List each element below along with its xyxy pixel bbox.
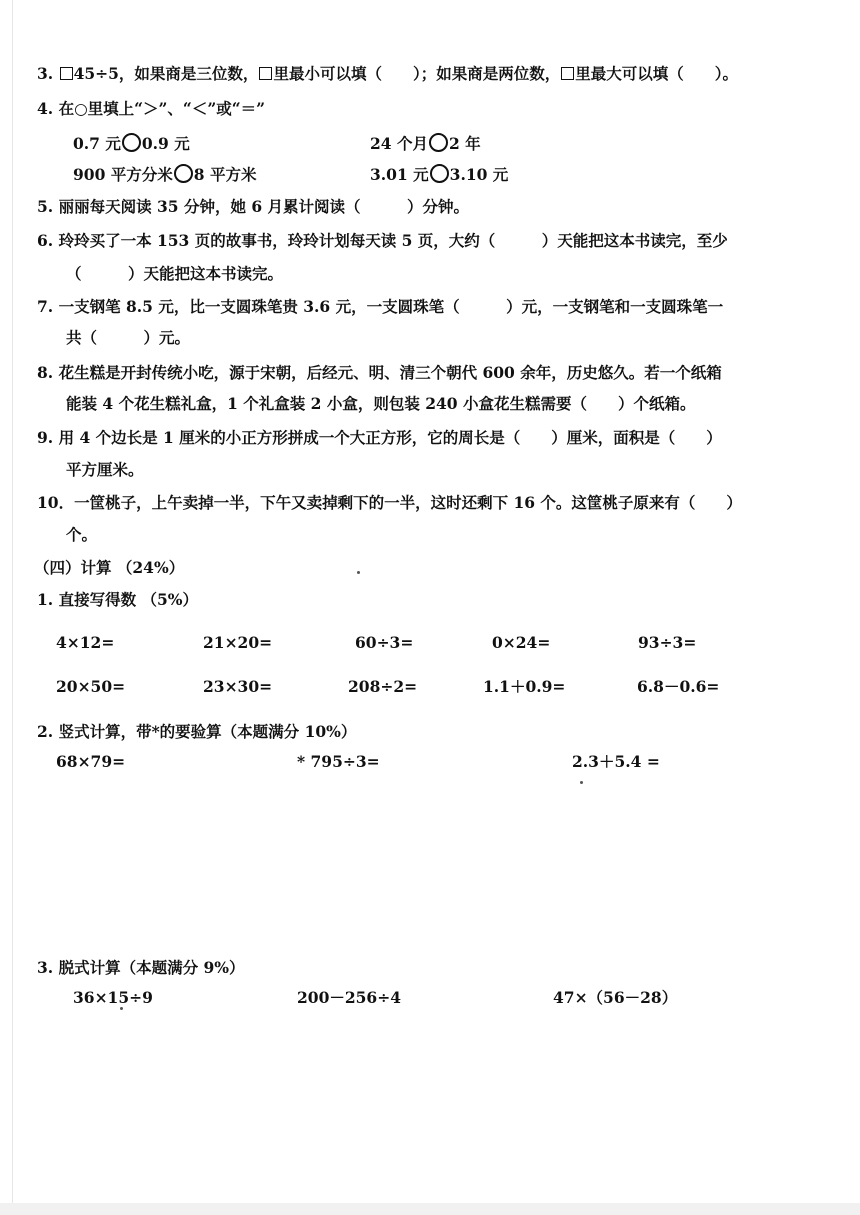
compare-left: 24 个月 bbox=[370, 134, 428, 153]
question-3-number: 3. bbox=[37, 64, 54, 83]
question-8-line1: 8. 花生糕是开封传统小吃，源于宋朝，后经元、明、清三个朝代 600 余年，历史悠久。若一个纸箱 bbox=[37, 363, 722, 382]
question-9-line2: 平方厘米。 bbox=[66, 460, 144, 479]
mental-math-item: 21×20= bbox=[203, 633, 273, 652]
compare-left: 3.01 元 bbox=[370, 165, 429, 184]
question-9-line1: 9. 用 4 个边长是 1 厘米的小正方形拼成一个大正方形，它的周长是（ ）厘米，面积是（ ） bbox=[37, 428, 722, 447]
page-edge bbox=[12, 0, 13, 1215]
mental-math-item: 60÷3= bbox=[355, 633, 414, 652]
compare-circle-icon bbox=[429, 133, 448, 152]
mental-math-item: 0×24= bbox=[492, 633, 551, 652]
question-3-part3: 里最大可以填（ ）。 bbox=[575, 64, 738, 83]
stepwise-calc-item: 36×15÷9 bbox=[73, 988, 153, 1007]
compare-right: 8 平方米 bbox=[193, 165, 257, 184]
compare-item-1 bbox=[73, 133, 190, 154]
scan-speck bbox=[120, 1007, 123, 1010]
vertical-calc-item: 68×79= bbox=[56, 752, 126, 771]
question-5: 5. 丽丽每天阅读 35 分钟，她 6 月累计阅读（ ）分钟。 bbox=[37, 197, 470, 216]
scan-speck bbox=[580, 781, 583, 784]
blank-box-icon bbox=[259, 67, 272, 80]
mental-math-item: 20×50= bbox=[56, 677, 126, 696]
scan-speck bbox=[357, 571, 360, 574]
compare-right: 3.10 元 bbox=[449, 165, 509, 184]
question-8-line2: 能装 4 个花生糕礼盒，1 个礼盒装 2 小盒，则包装 240 小盒花生糕需要（ ）个纸箱。 bbox=[66, 394, 696, 413]
compare-circle-icon bbox=[174, 164, 193, 183]
mental-math-item: 23×30= bbox=[203, 677, 273, 696]
compare-left: 900 平方分米 bbox=[73, 165, 173, 184]
question-7-line2: 共（ ）元。 bbox=[66, 328, 191, 347]
stepwise-calc-item: 200－256÷4 bbox=[297, 988, 401, 1007]
blank-box-icon bbox=[561, 67, 574, 80]
compare-circle-icon bbox=[122, 133, 141, 152]
question-4-title: 4. 在○里填上“＞”、“＜”或“＝” bbox=[37, 99, 266, 118]
question-7-line1: 7. 一支钢笔 8.5 元，比一支圆珠笔贵 3.6 元，一支圆珠笔（ ）元，一支钢笔和一支圆珠笔一 bbox=[37, 297, 724, 316]
mental-math-item: 208÷2= bbox=[348, 677, 418, 696]
vertical-calc-item: 2.3＋5.4 = bbox=[572, 752, 660, 771]
compare-item-2 bbox=[370, 133, 481, 154]
compare-right: 0.9 元 bbox=[141, 134, 190, 153]
compare-item-4 bbox=[370, 164, 508, 185]
question-3-part1: 45÷5，如果商是三位数， bbox=[73, 64, 259, 83]
page-bottom-edge bbox=[0, 1203, 860, 1215]
mental-math-item: 6.8－0.6= bbox=[637, 677, 720, 696]
mental-math-item: 93÷3= bbox=[638, 633, 697, 652]
blank-box-icon bbox=[60, 67, 73, 80]
stepwise-calc-item: 47×（56－28） bbox=[553, 988, 678, 1007]
mental-math-item: 1.1＋0.9= bbox=[483, 677, 566, 696]
question-10-line1: 10．一筐桃子，上午卖掉一半，下午又卖掉剩下的一半，这时还剩下 16 个。这筐桃子原来有（ ） bbox=[37, 493, 742, 512]
mental-math-item: 4×12= bbox=[56, 633, 115, 652]
question-6-line1: 6. 玲玲买了一本 153 页的故事书，玲玲计划每天读 5 页，大约（ ）天能把这本书读完，至少 bbox=[37, 231, 728, 250]
question-6-line2: （ ）天能把这本书读完。 bbox=[66, 264, 284, 283]
vertical-calc-item: * 795÷3= bbox=[297, 752, 380, 771]
compare-left: 0.7 元 bbox=[73, 134, 121, 153]
subsection-2-title: 2. 竖式计算，带*的要验算（本题满分 10%） bbox=[37, 722, 357, 741]
subsection-1-title: 1. 直接写得数 （5%） bbox=[37, 590, 198, 609]
compare-right: 2 年 bbox=[448, 134, 481, 153]
question-3-part2: 里最小可以填（ ）；如果商是两位数， bbox=[273, 64, 561, 83]
question-3 bbox=[37, 64, 738, 84]
question-10-line2: 个。 bbox=[66, 525, 98, 544]
subsection-3-title: 3. 脱式计算（本题满分 9%） bbox=[37, 958, 245, 977]
compare-item-3 bbox=[73, 164, 256, 185]
section-4-title: （四）计算 （24%） bbox=[34, 558, 185, 577]
compare-circle-icon bbox=[430, 164, 449, 183]
